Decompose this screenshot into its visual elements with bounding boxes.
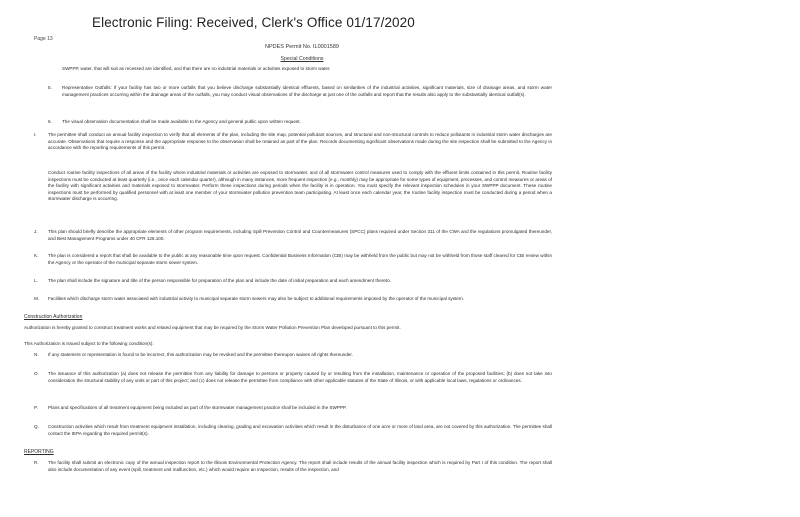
- intro-paragraph: SWPPP, water, that will suit as recessed are identified, and that there are no industrial materials or activities exposed to storm water.: [62, 66, 331, 71]
- item-label: O.: [34, 371, 39, 376]
- page-number: Page 13: [34, 36, 53, 42]
- item-text: Construction activities which result from treatment equipment installation, including clearing, grading and excavation activities which result in the disturbance of one acre or more of land area, are not covered by this authorization. The permittee shall contact the IEPA regarding the required permit(s).: [48, 424, 552, 436]
- item-label: N.: [34, 352, 39, 357]
- item-label: J.: [34, 229, 38, 234]
- list-item: [34, 278, 552, 292]
- item-label: R.: [34, 460, 39, 465]
- construction-intro: Authorization is hereby granted to construct treatment works and related equipment that may be required by the Storm Water Pollution Prevention Plan developed pursuant to this permit.: [24, 325, 401, 330]
- item-text: The plan is considered a report that shall be available to the public at any reasonable time upon request. Confidential Business Information (CBI) may be withheld from the public but may not be withheld from those staff cleared for CBI review within the Agency or the operator of the municipal separate storm sewer system.: [48, 253, 552, 265]
- item-label: L.: [34, 278, 38, 283]
- construction-heading: Construction Authorization: [24, 314, 83, 320]
- special-conditions-heading: Special Conditions: [280, 56, 324, 62]
- list-item: [34, 253, 552, 273]
- item-text: The plan shall include the signature and title of the person responsible for preparation of the plan and include the date of initial preparation and each amendment thereto.: [48, 278, 391, 283]
- item-label: P.: [34, 405, 38, 410]
- item-text: Representative Outfalls: If your facility has two or more outfalls that you believe discharge substantially identical effluents, based on similarities of the industrial activities, significant materials, size of drainage areas, and storm water management practices occurring within the drainage areas of the outfalls, you may conduct visual observations of the discharge at just one of the outfalls and report that the results also apply to the substantially identical outfall(s).: [62, 85, 552, 97]
- item-text: Facilities which discharge storm water associated with industrial activity to municipal separate storm sewers may also be subject to additional requirements imposed by the operator of the municipal system.: [48, 296, 464, 301]
- list-item: [48, 85, 552, 119]
- reporting-heading: REPORTING: [24, 449, 54, 455]
- item-label: Q.: [34, 424, 39, 429]
- item-label: I.: [34, 132, 37, 137]
- item-text: If any statement or representation is found to be incorrect, this authorization may be revoked and the permittee thereupon waives all rights thereunder.: [48, 352, 353, 357]
- list-item: [34, 170, 552, 224]
- item-label: K.: [34, 253, 39, 258]
- item-text: The issuance of this authorization (a) does not release the permittee from any liability for damage to persons or property caused by or resulting from the installation, maintenance or operation of the proposed facilities; (b) does not take into consideration the structural stability of any units or part of this project; and (c) does not release the permittee from compliance with other applicable statutes of the State of Illinois, or with applicable local laws, regulations or ordinances.: [48, 371, 552, 383]
- construction-subject: This Authorization is issued subject to the following condition(s).: [24, 341, 154, 346]
- filing-stamp: Electronic Filing: Received, Clerk's Office 01/17/2020: [92, 15, 415, 30]
- item-text: Conduct routine facility inspections of all areas of the facility where industrial materials or activities are exposed to stormwater, and of all stormwater control measures used to comply with the effluent limits contained in this permit. Routine facility inspections must be conducted at least quarterly (i.e., once each calendar quarter), although in many instances, more frequent inspection (e.g., monthly) may be appropriate for some types of equipment, processes, and control measures or areas of the facility with significant activities and materials exposed to stormwater. Perform these inspections during periods when the facility is in operation. You must specify the relevant inspection schedules in your SWPPP document. These routine inspections must be performed by qualified personnel with at least one member of your stormwater pollution prevention team participating. At least once each calendar year, the routine facility inspection must be conducted during a period when a stormwater discharge is occurring.: [48, 170, 552, 202]
- item-label: 6.: [48, 119, 52, 124]
- item-label: M.: [34, 296, 40, 301]
- item-text: Plans and specifications of all treatment equipment being included as part of the stormwater management practice shall be included in the SWPPP.: [48, 405, 347, 410]
- item-text: The permittee shall conduct an annual facility inspection to verify that all elements of the plan, including the site map, potential pollutant sources, and structural and non-structural controls to reduce pollutants in industrial storm water discharges are accurate. Observations that require a response and the appropriate response to the observation shall be retained as part of the plan. Records documenting significant observations made during the site inspection shall be submitted to the Agency in accordance with the reporting requirements of this permit.: [48, 132, 552, 151]
- list-item: [34, 352, 552, 366]
- permit-number: NPDES Permit No. IL0001589: [265, 44, 339, 50]
- list-item: [34, 296, 552, 310]
- document-page: [22, 8, 582, 517]
- list-item: [34, 132, 552, 166]
- list-item: [48, 119, 552, 127]
- list-item: [34, 371, 552, 399]
- item-text: This plan should briefly describe the appropriate elements of other program requirements, including Spill Prevention Control and Countermeasures (SPCC) plans required under Section 311 of the CWA and the regulations promulgated thereunder, and Best Management Programs under 40 CFR 125.100.: [48, 229, 552, 241]
- list-item: [34, 460, 552, 482]
- list-item: [34, 405, 552, 419]
- item-label: 5.: [48, 85, 52, 90]
- item-text: The visual observation documentation shall be made available to the Agency and general public upon written request.: [62, 119, 301, 124]
- item-text: The facility shall submit an electronic copy of the annual inspection report to the Illinois Environmental Protection Agency. The report shall include results of the annual facility inspection which is required by Part I of this condition. The report shall also include documentation of any event (spill, treatment unit malfunction, etc.) which would require an inspection, results of the inspection, and: [48, 460, 552, 472]
- list-item: [34, 229, 552, 249]
- list-item: [34, 424, 552, 444]
